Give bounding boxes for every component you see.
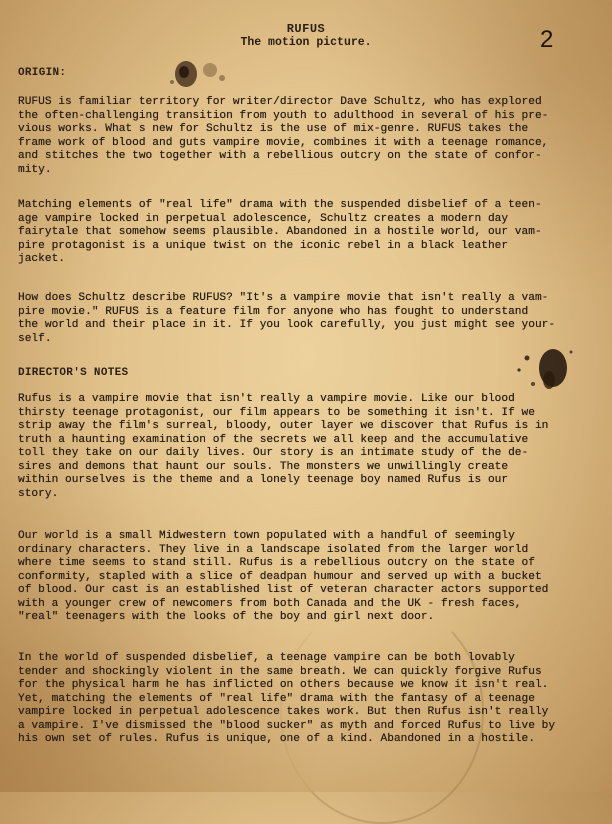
page-number: 2	[540, 26, 554, 53]
origin-heading: ORIGIN:	[18, 67, 67, 79]
document-title: RUFUS	[286, 22, 326, 36]
origin-paragraph-1: RUFUS is familiar territory for writer/director Dave Schultz, who has explored the often-challenging transition from youth to adulthood in several of his pre- vious works. What s new for Schultz is the use of mix-genre. RUFUS takes the frame work of blood and guts vampire movie, combines it with a teenage romance, and stitches the two together with a rebellious outcry on the state of confor- mity.	[18, 96, 549, 176]
ink-splatter-right	[505, 340, 585, 400]
directors-notes-paragraph-3: In the world of suspended disbelief, a teenage vampire can be both lovably tender and shockingly violent in the same breath. We can quickly forgive Rufus for the physical harm he has inflicted on others because we know it isn't real. Yet, matching the elements of "real life" drama with the fantasy of a teenage vampire locked in perpetual adolescence takes work. But then Rufus isn't really a vampire. I've dismissed the "blood sucker" as myth and forced Rufus to live by his own set of rules. Rufus is unique, one of a kind. Abandoned in a hostile.	[18, 652, 556, 745]
document-subtitle: The motion picture.	[240, 36, 372, 49]
directors-notes-paragraph-1: Rufus is a vampire movie that isn't really a vampire movie. Like our blood thirsty teenage protagonist, our film appears to be something it isn't. If we strip away the film's surreal, bloody, outer layer we discover that Rufus is in truth a haunting examination of the secrets we all keep and the accumulative toll they take on our daily lives. Our story is an intimate study of the de- sires and demons that haunt our souls. The monsters we unwillingly create within ourselves is the theme and a lonely teenage boy named Rufus is our story.	[18, 393, 549, 500]
page-header	[0, 22, 612, 50]
ink-splatter-top	[160, 52, 240, 94]
origin-paragraph-2: Matching elements of "real life" drama with the suspended disbelief of a teen- age vampire locked in perpetual adolescence, Schultz creates a modern day fairytale that somehow seems plausible. Abandoned in a hostile world, our vam- pire protagonist is a unique twist on the iconic rebel in a black leather jacket.	[18, 199, 542, 265]
directors-notes-heading: DIRECTOR'S NOTES	[18, 367, 129, 379]
directors-notes-paragraph-2: Our world is a small Midwestern town populated with a handful of seemingly ordinary characters. They live in a landscape isolated from the larger world where time seems to stand still. Rufus is a rebellious outcry on the state of conformity, stapled with a slice of deadpan humour and served up with a bucket of blood. Our cast is an established list of veteran character actors supported with a younger crew of newcomers from both Canada and the UK - fresh faces, "real" teenagers with the looks of the boy and girl next door.	[18, 530, 549, 623]
origin-paragraph-3: How does Schultz describe RUFUS? "It's a vampire movie that isn't really a vam- pire movie." RUFUS is a feature film for anyone who has fought to understand the world and their place in it. If you look carefully, you just might see your- self.	[18, 292, 556, 345]
